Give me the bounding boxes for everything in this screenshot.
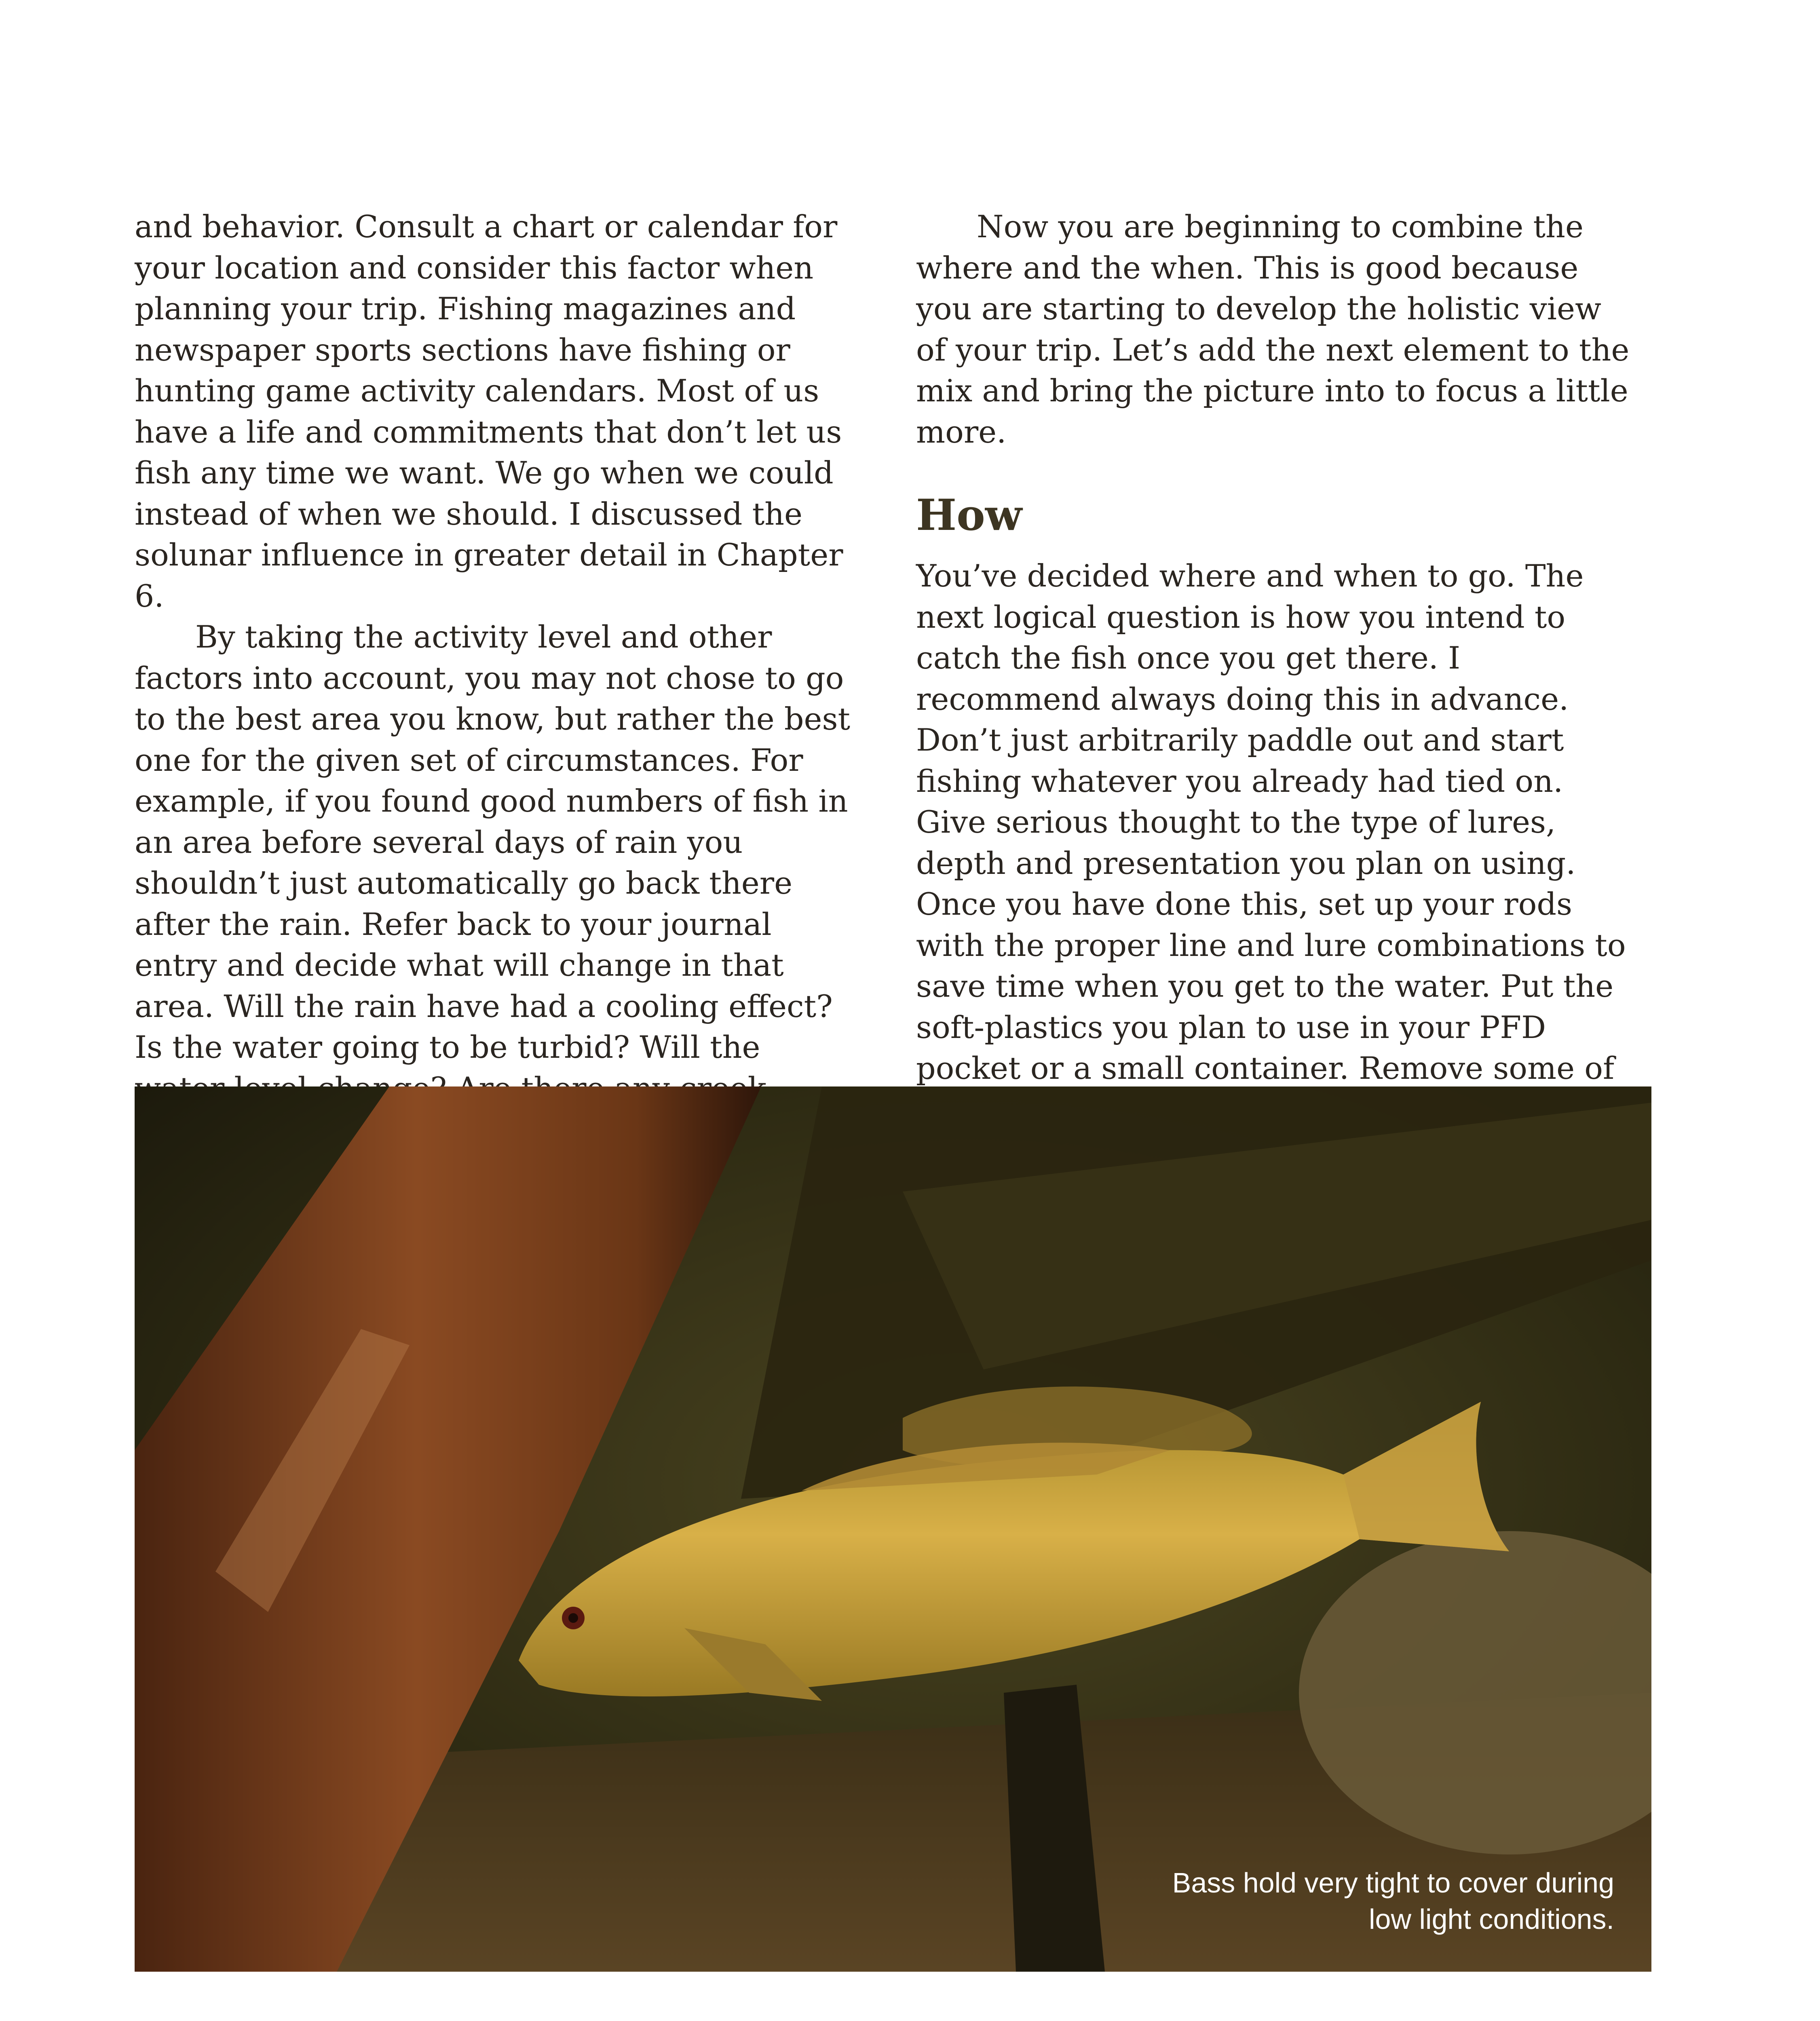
section-heading: How bbox=[916, 489, 1022, 540]
right-text-column bbox=[916, 206, 1636, 1089]
body-paragraph: By taking the activity level and other factors into account, you may not chose to go to the best area you know, but rather the best one for the given set of circumstances. For example, if you found good numbers of fish in an area before several days of rain you shouldn’t just automatically go back there after the rain. Refer back to your journal entry and decide what will change in that area. Will the rain have had a cooling effect? Is the water going to be turbid? Will the bbox=[135, 619, 851, 1065]
body-paragraph: Now you are beginning to combine the where and the when. This is good because you are starting to develop the holistic view of your trip. Let’s add the next element to the mix and bring the picture into to focus a little more. bbox=[916, 209, 1630, 450]
photo-caption: Bass hold very tight to cover during low light conditions. bbox=[1172, 1867, 1614, 1935]
body-paragraph: and behavior. Consult a chart or calendar for your location and consider this factor when planning your trip. Fishing magazines and newspaper sports sections have fishing or hunting game activity calendars. Most of us have a life and commitments that don’t let us fish any time we want. We go when we could instead of when we should. I discussed the solunar influence in greater detail in Chapter 6. bbox=[135, 209, 843, 614]
fish-pupil bbox=[568, 1613, 578, 1623]
underwater-bass-illustration bbox=[135, 1086, 1651, 1972]
body-paragraph: You’ve decided where and when to go. The next logical question is how you intend to catch the fish once you get there. I recommend always doing this in advance. Don’t just arbitrarily paddle out and start fishing whatever you already had tied on. Give serious thought to the type of lures, depth and presentation you plan on using. Once you have done this, set up your rods with the proper line and lure combinations to save time when you get to the water. Put the soft-plastics you plan to use in your PFD pocket or a small container. Remove some of bbox=[916, 558, 1626, 1086]
left-text-column bbox=[135, 206, 854, 1150]
bass-photo bbox=[135, 1086, 1651, 1972]
